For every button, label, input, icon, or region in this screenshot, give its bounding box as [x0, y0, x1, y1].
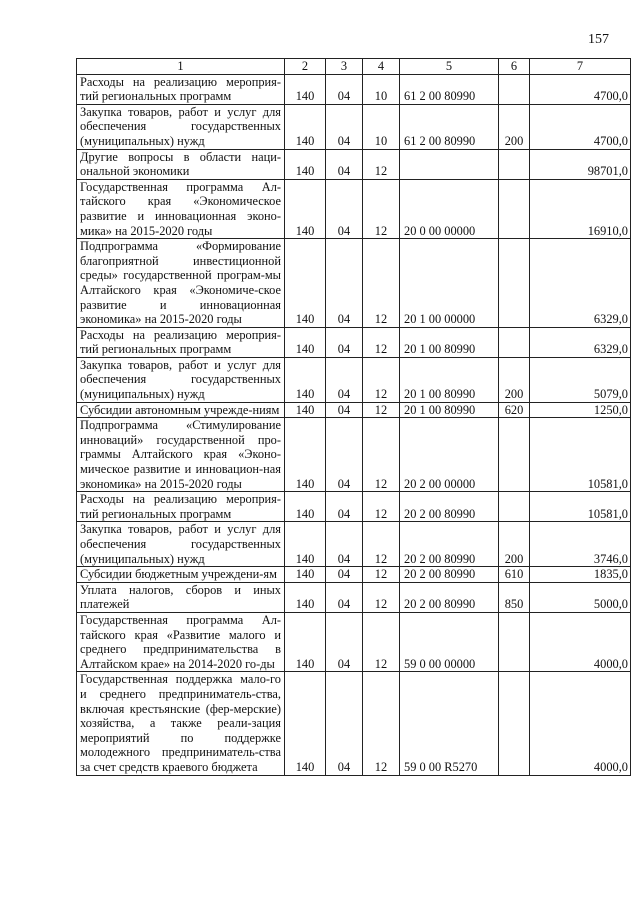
row-value-cell: 61 2 00 80990 — [400, 74, 499, 104]
row-value-cell — [499, 327, 530, 357]
row-value-cell: 140 — [285, 492, 326, 522]
row-name-cell: Закупка товаров, работ и услуг для обеспечения государственных (муниципальных) нужд — [77, 104, 285, 149]
row-value-cell: 140 — [285, 582, 326, 612]
col-header: 4 — [363, 59, 400, 75]
col-header: 6 — [499, 59, 530, 75]
row-name-cell: Подпрограмма «Формирование благоприятной инвестиционной среды» государственной програм-мы Алтайского края «Экономиче-ское развитие и инновационная экономика» на 2015-2020 годы — [77, 239, 285, 328]
row-value-cell: 140 — [285, 149, 326, 179]
row-value-cell: 200 — [499, 104, 530, 149]
row-name-cell: Субсидии автономным учрежде-ниям — [77, 402, 285, 418]
row-value-cell — [499, 74, 530, 104]
row-value-cell: 04 — [326, 179, 363, 238]
row-value-cell: 20 2 00 00000 — [400, 418, 499, 492]
row-value-cell: 4700,0 — [530, 104, 631, 149]
row-name-cell: Расходы на реализацию мероприя-тий региональных программ — [77, 492, 285, 522]
row-value-cell: 850 — [499, 582, 530, 612]
col-header: 5 — [400, 59, 499, 75]
row-value-cell: 140 — [285, 179, 326, 238]
row-value-cell: 20 2 00 80990 — [400, 492, 499, 522]
row-value-cell: 12 — [363, 149, 400, 179]
row-value-cell: 98701,0 — [530, 149, 631, 179]
table-body — [77, 74, 631, 775]
row-value-cell: 12 — [363, 582, 400, 612]
row-value-cell: 12 — [363, 402, 400, 418]
row-value-cell: 59 0 00 R5270 — [400, 672, 499, 775]
row-value-cell: 04 — [326, 327, 363, 357]
row-value-cell: 12 — [363, 418, 400, 492]
row-value-cell: 04 — [326, 74, 363, 104]
table-row — [77, 418, 631, 492]
row-name-cell: Подпрограмма «Стимулирование инноваций» государственной про-граммы Алтайского края «Эконо-мическое развитие и инновацион-ная экономика» на 2015-2020 годы — [77, 418, 285, 492]
table-row — [77, 357, 631, 402]
row-value-cell: 5000,0 — [530, 582, 631, 612]
row-value-cell — [499, 612, 530, 671]
row-value-cell: 12 — [363, 239, 400, 328]
row-name-cell: Государственная поддержка мало-го и среднего предприниматель-ства, включая крестьянские (фер-мерские) хозяйства, а также реали-зация мероприятий по поддержке молодежного предприниматель-ства за счет средств краевого бюджета — [77, 672, 285, 775]
row-name-cell: Субсидии бюджетным учреждени-ям — [77, 567, 285, 583]
row-value-cell: 04 — [326, 567, 363, 583]
table-row — [77, 567, 631, 583]
row-name-cell: Расходы на реализацию мероприя-тий региональных программ — [77, 327, 285, 357]
row-value-cell: 61 2 00 80990 — [400, 104, 499, 149]
row-value-cell: 1835,0 — [530, 567, 631, 583]
table-row — [77, 672, 631, 775]
budget-table — [76, 58, 631, 776]
row-value-cell: 20 0 00 00000 — [400, 179, 499, 238]
row-value-cell: 20 2 00 80990 — [400, 582, 499, 612]
row-value-cell: 5079,0 — [530, 357, 631, 402]
row-value-cell: 12 — [363, 327, 400, 357]
row-value-cell: 10 — [363, 104, 400, 149]
row-value-cell: 04 — [326, 612, 363, 671]
row-value-cell: 140 — [285, 402, 326, 418]
row-value-cell: 20 1 00 00000 — [400, 239, 499, 328]
row-value-cell: 12 — [363, 672, 400, 775]
row-value-cell: 10581,0 — [530, 418, 631, 492]
col-header: 1 — [77, 59, 285, 75]
row-value-cell: 10581,0 — [530, 492, 631, 522]
table-row — [77, 492, 631, 522]
row-value-cell — [499, 418, 530, 492]
row-value-cell: 140 — [285, 418, 326, 492]
row-value-cell: 12 — [363, 522, 400, 567]
row-value-cell: 16910,0 — [530, 179, 631, 238]
row-value-cell: 3746,0 — [530, 522, 631, 567]
row-value-cell: 12 — [363, 179, 400, 238]
row-name-cell: Уплата налогов, сборов и иных платежей — [77, 582, 285, 612]
row-value-cell: 200 — [499, 357, 530, 402]
row-value-cell: 140 — [285, 357, 326, 402]
row-name-cell: Государственная программа Ал-тайского края «Развитие малого и среднего предпринимательства в Алтайском крае» на 2014-2020 го-ды — [77, 612, 285, 671]
row-value-cell: 04 — [326, 418, 363, 492]
row-value-cell: 20 2 00 80990 — [400, 567, 499, 583]
table-row — [77, 239, 631, 328]
table-row — [77, 612, 631, 671]
table-row — [77, 149, 631, 179]
table-row — [77, 522, 631, 567]
header-row — [77, 59, 631, 75]
row-value-cell: 04 — [326, 402, 363, 418]
row-name-cell: Расходы на реализацию мероприя-тий региональных программ — [77, 74, 285, 104]
table-row — [77, 582, 631, 612]
row-name-cell: Закупка товаров, работ и услуг для обеспечения государственных (муниципальных) нужд — [77, 357, 285, 402]
row-value-cell: 140 — [285, 612, 326, 671]
row-value-cell: 140 — [285, 522, 326, 567]
row-value-cell: 140 — [285, 567, 326, 583]
row-value-cell: 4000,0 — [530, 612, 631, 671]
row-value-cell: 4000,0 — [530, 672, 631, 775]
row-value-cell: 04 — [326, 492, 363, 522]
row-name-cell: Другие вопросы в области наци-ональной экономики — [77, 149, 285, 179]
row-value-cell: 04 — [326, 672, 363, 775]
row-value-cell: 10 — [363, 74, 400, 104]
row-value-cell: 04 — [326, 522, 363, 567]
row-name-cell: Государственная программа Ал-тайского края «Экономическое развитие и инновационная эконо-мика» на 2015-2020 годы — [77, 179, 285, 238]
row-value-cell: 04 — [326, 357, 363, 402]
row-value-cell: 140 — [285, 327, 326, 357]
row-value-cell: 04 — [326, 239, 363, 328]
row-value-cell: 12 — [363, 492, 400, 522]
page-number: 157 — [588, 32, 609, 47]
table-row — [77, 104, 631, 149]
row-value-cell: 20 1 00 80990 — [400, 357, 499, 402]
row-value-cell: 140 — [285, 239, 326, 328]
row-value-cell: 4700,0 — [530, 74, 631, 104]
row-value-cell: 04 — [326, 582, 363, 612]
row-value-cell: 140 — [285, 672, 326, 775]
row-value-cell: 6329,0 — [530, 239, 631, 328]
row-value-cell: 140 — [285, 74, 326, 104]
row-value-cell: 140 — [285, 104, 326, 149]
row-value-cell — [499, 179, 530, 238]
row-value-cell: 20 1 00 80990 — [400, 402, 499, 418]
row-value-cell: 04 — [326, 149, 363, 179]
table-row — [77, 327, 631, 357]
table-row — [77, 402, 631, 418]
row-value-cell: 12 — [363, 567, 400, 583]
row-value-cell — [400, 149, 499, 179]
row-value-cell: 20 1 00 80990 — [400, 327, 499, 357]
row-value-cell — [499, 239, 530, 328]
row-value-cell — [499, 672, 530, 775]
row-value-cell: 12 — [363, 357, 400, 402]
col-header: 7 — [530, 59, 631, 75]
row-value-cell: 04 — [326, 104, 363, 149]
row-value-cell: 20 2 00 80990 — [400, 522, 499, 567]
row-value-cell — [499, 492, 530, 522]
table-row — [77, 74, 631, 104]
row-value-cell: 59 0 00 00000 — [400, 612, 499, 671]
row-value-cell: 620 — [499, 402, 530, 418]
row-value-cell: 610 — [499, 567, 530, 583]
row-value-cell: 6329,0 — [530, 327, 631, 357]
row-value-cell — [499, 149, 530, 179]
row-value-cell: 12 — [363, 612, 400, 671]
row-name-cell: Закупка товаров, работ и услуг для обеспечения государственных (муниципальных) нужд — [77, 522, 285, 567]
col-header: 2 — [285, 59, 326, 75]
table-row — [77, 179, 631, 238]
row-value-cell: 200 — [499, 522, 530, 567]
col-header: 3 — [326, 59, 363, 75]
row-value-cell: 1250,0 — [530, 402, 631, 418]
